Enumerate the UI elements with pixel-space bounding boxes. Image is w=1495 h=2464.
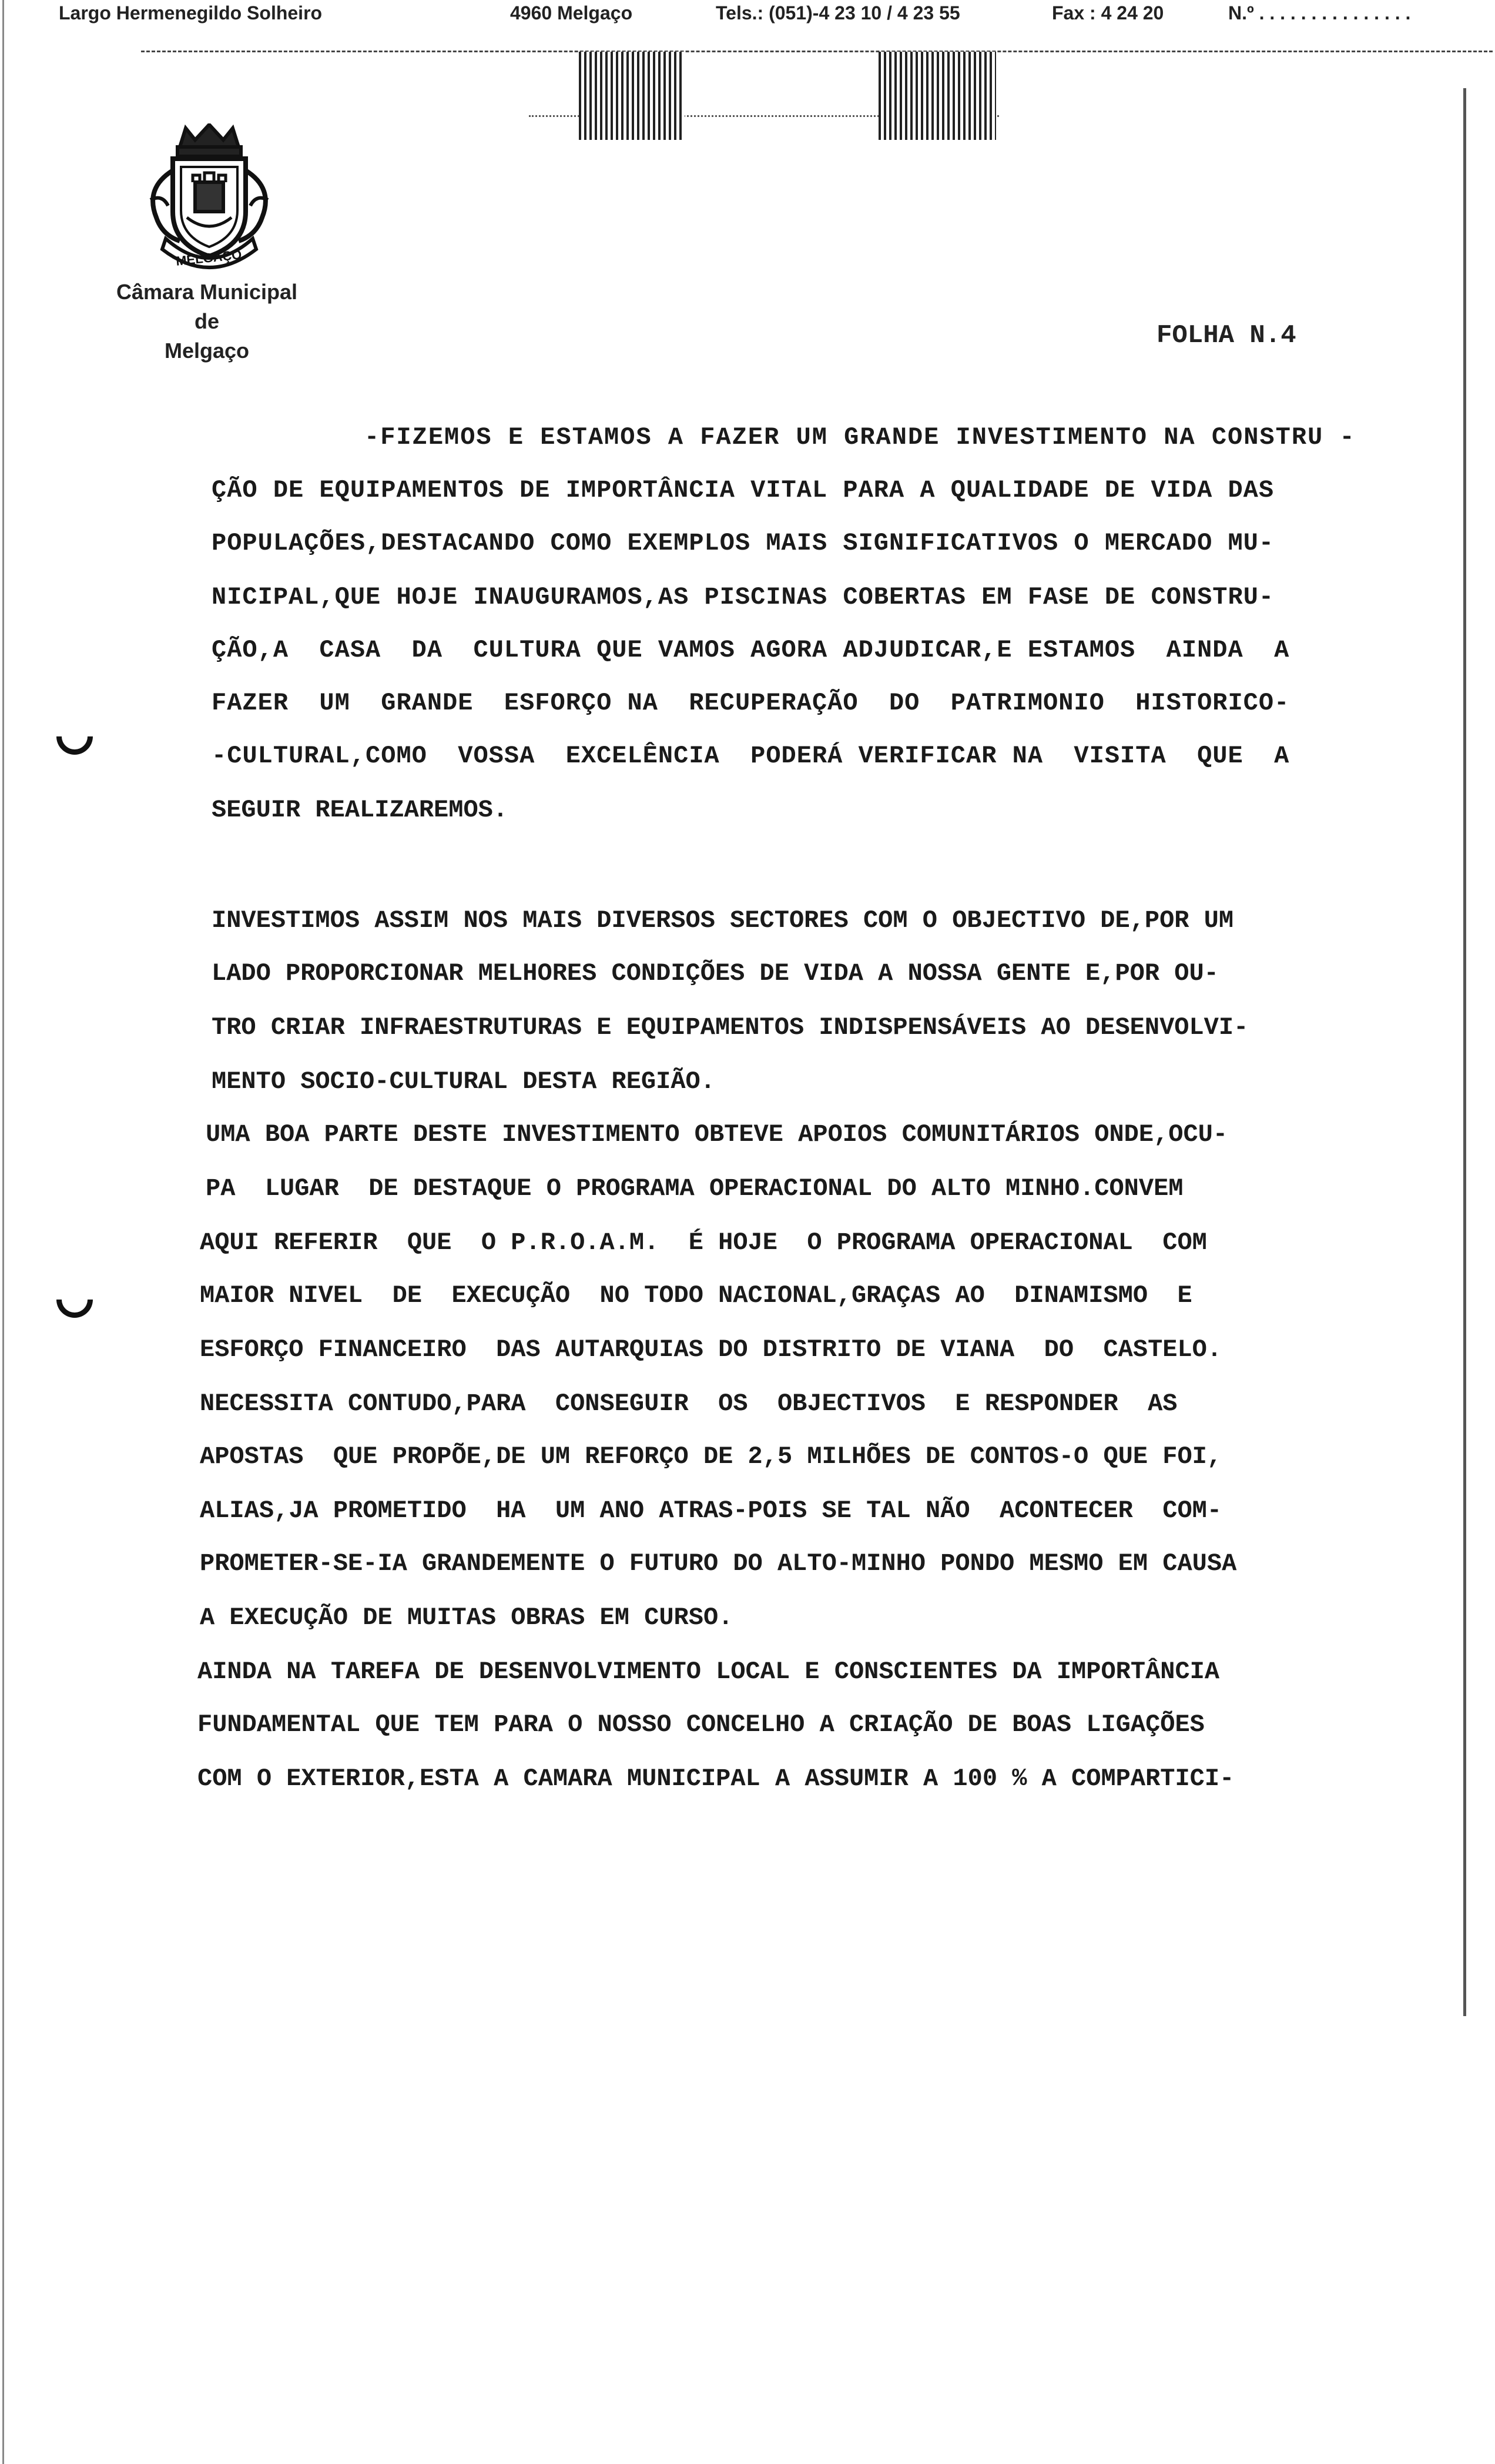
svg-text:MELGAÇO: MELGAÇO [175,247,243,269]
body-line: -FIZEMOS E ESTAMOS A FAZER UM GRANDE INVESTIMENTO NA CONSTRU - [364,423,1356,451]
punch-hole-mark [49,711,100,762]
body-line: LADO PROPORCIONAR MELHORES CONDIÇÕES DE VIDA A NOSSA GENTE E,POR OU- [212,959,1219,987]
body-line: PA LUGAR DE DESTAQUE O PROGRAMA OPERACIONAL DO ALTO MINHO.CONVEM [206,1174,1184,1203]
letterhead-rule [141,51,1493,52]
body-line: ÇÃO DE EQUIPAMENTOS DE IMPORTÂNCIA VITAL PARA A QUALIDADE DE VIDA DAS [212,476,1275,504]
body-line: FUNDAMENTAL QUE TEM PARA O NOSSO CONCELHO A CRIAÇÃO DE BOAS LIGAÇÕES [197,1710,1205,1739]
body-line: NECESSITA CONTUDO,PARA CONSEGUIR OS OBJECTIVOS E RESPONDER AS [200,1390,1178,1418]
letterhead-phones: Tels.: (051)-4 23 10 / 4 23 55 [716,2,960,24]
body-line: MAIOR NIVEL DE EXECUÇÃO NO TODO NACIONAL,GRAÇAS AO DINAMISMO E [200,1281,1192,1310]
letterhead-postcode: 4960 Melgaço [510,2,633,24]
scan-artifact [879,52,996,140]
body-line: FAZER UM GRANDE ESFORÇO NA RECUPERAÇÃO DO PATRIMONIO HISTORICO- [212,689,1290,717]
body-line: UMA BOA PARTE DESTE INVESTIMENTO OBTEVE APOIOS COMUNITÁRIOS ONDE,OCU- [206,1120,1228,1149]
letterhead-address: Largo Hermenegildo Solheiro [59,2,323,24]
scan-right-edge [1463,88,1466,2016]
body-line: ALIAS,JA PROMETIDO HA UM ANO ATRAS-POIS SE TAL NÃO ACONTECER COM- [200,1497,1222,1525]
scan-left-edge [2,0,4,2464]
body-line: APOSTAS QUE PROPÕE,DE UM REFORÇO DE 2,5 MILHÕES DE CONTOS-O QUE FOI, [200,1442,1222,1471]
punch-hole-mark [49,1274,100,1325]
body-line: TRO CRIAR INFRAESTRUTURAS E EQUIPAMENTOS INDISPENSÁVEIS AO DESENVOLVI- [212,1013,1249,1042]
body-line: SEGUIR REALIZAREMOS. [212,796,508,824]
body-line: NICIPAL,QUE HOJE INAUGURAMOS,AS PISCINAS COBERTAS EM FASE DE CONSTRU- [212,583,1275,611]
body-line: INVESTIMOS ASSIM NOS MAIS DIVERSOS SECTORES COM O OBJECTIVO DE,POR UM [212,906,1234,935]
body-line: ÇÃO,A CASA DA CULTURA QUE VAMOS AGORA ADJUDICAR,E ESTAMOS AINDA A [212,636,1290,664]
body-line: AINDA NA TAREFA DE DESENVOLVIMENTO LOCAL E CONSCIENTES DA IMPORTÂNCIA [197,1658,1220,1686]
body-line: PROMETER-SE-IA GRANDEMENTE O FUTURO DO ALTO-MINHO PONDO MESMO EM CAUSA [200,1549,1237,1578]
body-line: POPULAÇÕES,DESTACANDO COMO EXEMPLOS MAIS SIGNIFICATIVOS O MERCADO MU- [212,529,1275,557]
municipality-line: de [194,309,219,333]
page-number-label: FOLHA N.4 [1157,321,1296,350]
body-line: ESFORÇO FINANCEIRO DAS AUTARQUIAS DO DISTRITO DE VIANA DO CASTELO. [200,1335,1222,1364]
body-line: A EXECUÇÃO DE MUITAS OBRAS EM CURSO. [200,1603,733,1632]
municipality-name [95,277,319,366]
body-line: AQUI REFERIR QUE O P.R.O.A.M. É HOJE O PROGRAMA OPERACIONAL COM [200,1228,1207,1257]
letterhead-strip [0,0,1495,35]
scan-artifact [579,52,685,140]
coat-of-arms-icon [139,123,280,276]
municipality-line: Melgaço [164,339,250,363]
letterhead-fax: Fax : 4 24 20 [1052,2,1164,24]
body-line: MENTO SOCIO-CULTURAL DESTA REGIÃO. [212,1067,715,1096]
body-line: -CULTURAL,COMO VOSSA EXCELÊNCIA PODERÁ VERIFICAR NA VISITA QUE A [212,742,1290,770]
body-line: COM O EXTERIOR,ESTA A CAMARA MUNICIPAL A ASSUMIR A 100 % A COMPARTICI- [197,1765,1235,1793]
letterhead-extra: N.º . . . . . . . . . . . . . . . [1228,2,1411,24]
municipality-line: Câmara Municipal [116,280,298,304]
